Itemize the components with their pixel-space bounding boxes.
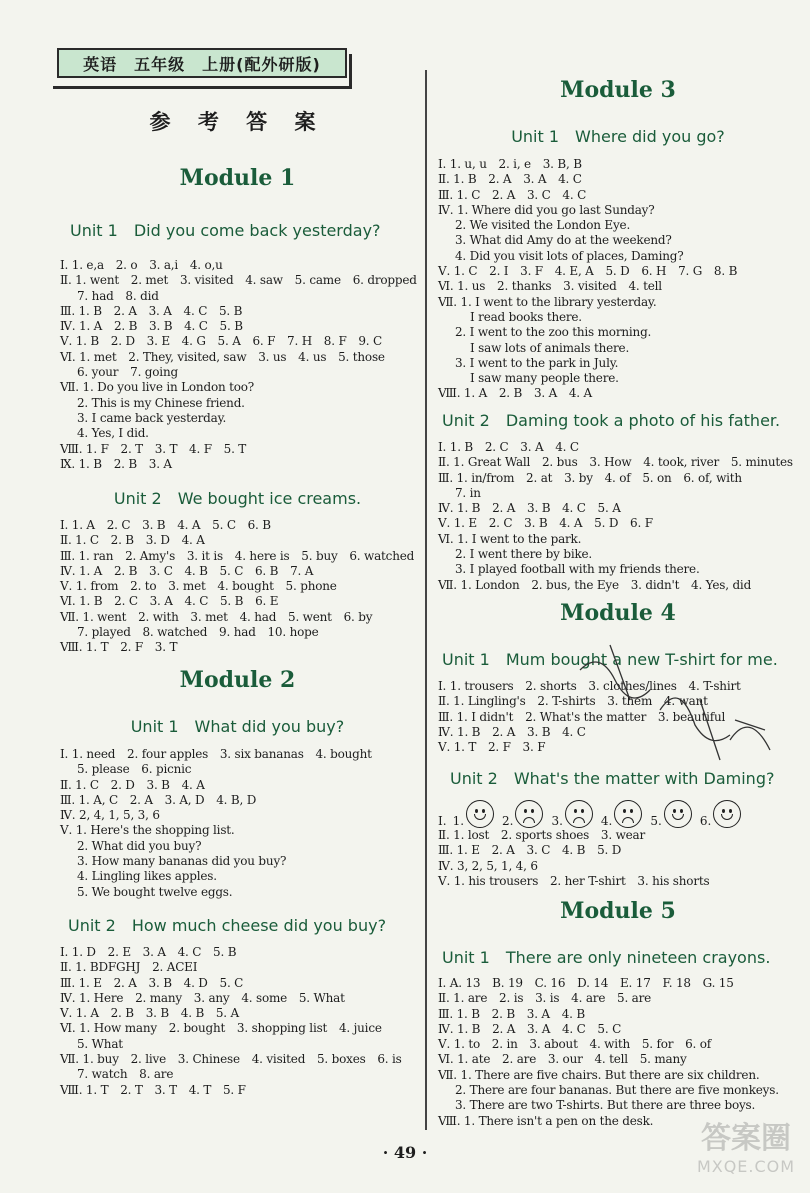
mood-face-item: [502, 800, 543, 828]
answer-line: 4. Yes, I did.: [77, 426, 149, 441]
answer-line: 7. in: [455, 485, 481, 500]
answer-line: I saw lots of animals there.: [470, 340, 630, 355]
answer-line: Ⅰ. A. 13 B. 19 C. 16 D. 14 E. 17 F. 18 G. 15: [438, 976, 734, 990]
answer-line: Ⅰ. 1. D 2. E 3. A 4. C 5. B: [60, 945, 237, 959]
module-1-unit-2-title: Unit 2 We bought ice creams.: [113, 489, 362, 508]
module-5-unit-1-answers: [438, 976, 798, 1129]
answer-line: Ⅵ. 1. I went to the park.: [438, 531, 582, 546]
answer-line: Ⅲ. 1. A, C 2. A 3. A, D 4. B, D: [60, 792, 257, 807]
answer-line: Ⅶ. 1. I went to the library yesterday.: [438, 294, 657, 309]
module-2-unit-1-answers: [60, 747, 415, 900]
mood-faces-row: [438, 798, 798, 828]
answer-line: Ⅰ. 1. trousers 2. shorts 3. clothes/lines 4. T-shirt: [438, 679, 741, 693]
answers-title: 参 考 答 案: [149, 109, 326, 134]
answer-line: Ⅱ. 1. C 2. B 3. D 4. A: [60, 533, 205, 548]
answer-line: Ⅱ. 1. BDFGHJ 2. ACEI: [60, 960, 198, 975]
answer-line: Ⅴ. 1. to 2. in 3. about 4. with 5. for 6. of: [438, 1037, 712, 1052]
module-4-unit-2-title: Unit 2 What's the matter with Daming?: [450, 769, 775, 788]
answer-line: Ⅱ. 1. C 2. D 3. B 4. A: [60, 777, 205, 792]
answer-line: 5. We bought twelve eggs.: [77, 884, 233, 899]
mood-face-item: [700, 800, 741, 828]
smiley-face-icon: [713, 800, 741, 828]
mood-face-number: 6.: [699, 814, 712, 828]
answer-line: Ⅶ. 1. There are five chairs. But there are six children.: [438, 1067, 760, 1082]
answer-line: Ⅰ. 1. A 2. C 3. B 4. A 5. C 6. B: [60, 518, 271, 532]
answer-line: Ⅶ. 1. London 2. bus, the Eye 3. didn't 4. Yes, did: [438, 577, 752, 592]
answer-line: Ⅶ. 1. went 2. with 3. met 4. had 5. went 6. by: [60, 609, 373, 624]
page-number: · 49 ·: [382, 1143, 428, 1162]
sad-face-icon: [565, 800, 593, 828]
answer-line: Ⅳ. 1. Where did you go last Sunday?: [438, 202, 655, 217]
answer-line: Ⅴ. 1. from 2. to 3. met 4. bought 5. phone: [60, 579, 337, 594]
module-5-title: Module 5: [560, 898, 676, 924]
answer-line: Ⅱ. 1. Lingling's 2. T-shirts 3. them 4. want: [438, 694, 708, 709]
answer-line: Ⅷ. 1. T 2. F 3. T: [60, 640, 178, 655]
module-2-unit-1-title: Unit 1 What did you buy?: [130, 717, 345, 736]
answer-line: 2. There are four bananas. But there are five monkeys.: [455, 1083, 779, 1098]
answer-line: Ⅲ. 1. I didn't 2. What's the matter 3. beautiful: [438, 709, 726, 724]
answer-line: Ⅲ. 1. E 2. A 3. B 4. D 5. C: [60, 975, 244, 990]
answer-line: 7. watch 8. are: [77, 1067, 174, 1082]
mood-face-number: 5.: [650, 814, 662, 828]
answer-line: Ⅰ. 1. B 2. C 3. A 4. C: [438, 440, 579, 454]
answer-line: 3. What did Amy do at the weekend?: [455, 233, 672, 248]
mood-faces-label: Ⅰ.: [438, 814, 447, 828]
answer-line: 2. We visited the London Eye.: [455, 218, 631, 233]
module-2-unit-2-title: Unit 2 How much cheese did you buy?: [68, 916, 387, 935]
module-3-title: Module 3: [560, 77, 676, 103]
smiley-face-icon: [466, 800, 494, 828]
answer-line: Ⅸ. 1. B 2. B 3. A: [60, 456, 172, 471]
mood-face-item: [601, 800, 642, 828]
mood-face-item: [650, 800, 691, 828]
answer-line: 6. your 7. going: [77, 365, 178, 380]
answer-line: Ⅵ. 1. met 2. They, visited, saw 3. us 4. us 5. those: [60, 349, 385, 364]
watermark-logo-text: 答案圈: [701, 1121, 791, 1156]
answer-line: 2. What did you buy?: [77, 838, 202, 853]
answer-line: Ⅴ. 1. C 2. I 3. F 4. E, A 5. D 6. H 7. G 8. B: [438, 264, 738, 279]
mood-face-number: 4.: [600, 814, 613, 828]
answer-line: Ⅲ. 1. C 2. A 3. C 4. C: [438, 187, 587, 202]
answer-line: Ⅵ. 1. How many 2. bought 3. shopping list 4. juice: [60, 1021, 382, 1036]
answer-line: Ⅱ. 1. B 2. A 3. A 4. C: [438, 172, 582, 187]
module-3-unit-2-answers: [438, 440, 798, 593]
sad-face-icon: [614, 800, 642, 828]
module-4-unit-1-title: Unit 1 Mum bought a new T-shirt for me.: [442, 650, 778, 669]
answer-line: Ⅱ. 1. Great Wall 2. bus 3. How 4. took, river 5. minutes: [438, 455, 793, 470]
answer-line: 4. Lingling likes apples.: [77, 869, 217, 884]
answer-line: Ⅴ. 1. T 2. F 3. F: [438, 740, 546, 755]
left-column: [60, 0, 415, 1193]
answer-line: Ⅵ. 1. us 2. thanks 3. visited 4. tell: [438, 279, 662, 294]
answer-line: Ⅶ. 1. buy 2. live 3. Chinese 4. visited 5. boxes 6. is: [60, 1052, 402, 1067]
answer-line: Ⅷ. 1. There isn't a pen on the desk.: [438, 1113, 654, 1128]
answer-line: Ⅲ. 1. E 2. A 3. C 4. B 5. D: [438, 843, 622, 858]
answer-line: Ⅰ. 1. need 2. four apples 3. six bananas 4. bought: [60, 747, 372, 761]
answer-line: 4. Did you visit lots of places, Daming?: [455, 248, 684, 263]
answer-line: I read books there.: [470, 309, 582, 324]
module-1-unit-1-answers: [60, 258, 415, 472]
answer-line: Ⅱ. 1. lost 2. sports shoes 3. wear: [438, 828, 646, 842]
answer-line: Ⅴ. 1. A 2. B 3. B 4. B 5. A: [60, 1006, 240, 1021]
answer-line: 3. I went to the park in July.: [455, 355, 619, 370]
site-watermark: [690, 1120, 802, 1186]
answer-line: 2. I went there by bike.: [455, 547, 593, 562]
answer-line: Ⅲ. 1. ran 2. Amy's 3. it is 4. here is 5. buy 6. watched: [60, 548, 415, 563]
module-2-title: Module 2: [179, 667, 296, 693]
answer-line: 2. I went to the zoo this morning.: [455, 325, 652, 340]
right-column: [438, 0, 798, 1193]
answer-line: Ⅵ. 1. ate 2. are 3. our 4. tell 5. many: [438, 1052, 687, 1067]
answer-line: 5. please 6. picnic: [77, 762, 192, 777]
answer-line: Ⅶ. 1. Do you live in London too?: [60, 380, 255, 395]
answer-line: Ⅱ. 1. are 2. is 3. is 4. are 5. are: [438, 991, 652, 1006]
answer-line: 3. I came back yesterday.: [77, 410, 227, 425]
answer-line: Ⅳ. 2, 4, 1, 5, 3, 6: [60, 808, 160, 823]
answer-line: Ⅳ. 3, 2, 5, 1, 4, 6: [438, 858, 538, 873]
mood-face-number: 1.: [452, 814, 465, 828]
answer-line: 7. had 8. did: [77, 288, 159, 303]
mood-face-number: 3.: [551, 814, 563, 828]
module-3-unit-2-title: Unit 2 Daming took a photo of his father.: [442, 411, 781, 430]
sad-face-icon: [515, 800, 543, 828]
answer-line: Ⅲ. 1. B 2. B 3. A 4. B: [438, 1006, 585, 1021]
module-3-unit-1-answers: [438, 157, 798, 402]
answer-line: Ⅳ. 1. B 2. A 3. B 4. C: [438, 724, 586, 739]
answer-line: 3. There are two T-shirts. But there are three boys.: [455, 1098, 756, 1113]
answer-line: Ⅴ. 1. his trousers 2. her T-shirt 3. his shorts: [438, 873, 710, 888]
answer-line: 5. What: [77, 1036, 123, 1051]
answer-line: Ⅰ. 1. e,a 2. o 3. a,i 4. o,u: [60, 258, 223, 272]
answer-line: Ⅴ. 1. B 2. D 3. E 4. G 5. A 6. F 7. H 8. F 9. C: [60, 334, 383, 349]
mood-face-item: [453, 800, 494, 828]
module-4-unit-1-answers: [438, 679, 798, 755]
answer-line: Ⅳ. 1. B 2. A 3. B 4. C 5. A: [438, 501, 621, 516]
answer-line: 3. I played football with my friends there.: [455, 562, 700, 577]
module-2-unit-2-answers: [60, 945, 415, 1098]
column-divider: [425, 70, 427, 1130]
answer-line: Ⅰ. 1. u, u 2. i, e 3. B, B: [438, 157, 582, 171]
module-4-unit-2-answers: [438, 828, 798, 889]
answer-line: Ⅵ. 1. B 2. C 3. A 4. C 5. B 6. E: [60, 594, 279, 609]
mood-faces: [453, 800, 742, 828]
book-header-title: 英语 五年级 上册(配外研版): [83, 54, 321, 74]
module-4-title: Module 4: [560, 600, 676, 626]
answer-line: Ⅳ. 1. A 2. B 3. C 4. B 5. C 6. B 7. A: [60, 563, 314, 578]
answer-line: Ⅳ. 1. Here 2. many 3. any 4. some 5. What: [60, 990, 345, 1005]
answer-line: 2. This is my Chinese friend.: [77, 395, 245, 410]
module-1-unit-2-answers: [60, 518, 415, 656]
answer-line: Ⅱ. 1. went 2. met 3. visited 4. saw 5. came 6. dropped: [60, 273, 417, 288]
answer-line: Ⅴ. 1. Here's the shopping list.: [60, 823, 235, 838]
module-3-unit-1-title: Unit 1 Where did you go?: [511, 127, 725, 146]
answer-line: Ⅷ. 1. A 2. B 3. A 4. A: [438, 386, 593, 401]
answer-line: Ⅲ. 1. B 2. A 3. A 4. C 5. B: [60, 303, 243, 318]
answer-line: Ⅳ. 1. B 2. A 3. A 4. C 5. C: [438, 1021, 622, 1036]
mood-face-item: [551, 800, 592, 828]
answer-line: Ⅲ. 1. in/from 2. at 3. by 4. of 5. on 6. of, with: [438, 470, 742, 485]
answer-line: I saw many people there.: [470, 371, 619, 386]
module-1-title: Module 1: [179, 165, 296, 191]
module-5-unit-1-title: Unit 1 There are only nineteen crayons.: [442, 948, 771, 967]
answer-line: Ⅴ. 1. E 2. C 3. B 4. A 5. D 6. F: [438, 516, 653, 531]
answer-line: Ⅳ. 1. A 2. B 3. B 4. C 5. B: [60, 319, 243, 334]
answer-line: Ⅷ. 1. T 2. T 3. T 4. T 5. F: [60, 1082, 246, 1097]
mood-face-number: 2.: [502, 814, 514, 828]
module-1-unit-1-title: Unit 1 Did you come back yesterday?: [70, 221, 381, 240]
answer-line: Ⅷ. 1. F 2. T 3. T 4. F 5. T: [60, 441, 247, 456]
watermark-url: MXQE.COM: [696, 1157, 796, 1176]
answer-line: 7. played 8. watched 9. had 10. hope: [77, 625, 319, 640]
answer-line: 3. How many bananas did you buy?: [77, 854, 287, 869]
smiley-face-icon: [664, 800, 692, 828]
